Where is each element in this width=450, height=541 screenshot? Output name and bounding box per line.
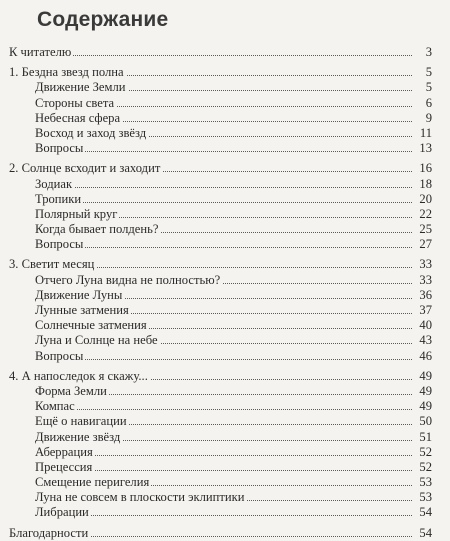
toc-entry-label: Тропики <box>35 191 82 206</box>
toc-section-entry <box>0 177 450 192</box>
toc-page-number: 6 <box>412 96 432 111</box>
toc-page-number: 3 <box>412 45 432 60</box>
dot-leader <box>35 187 412 188</box>
dot-leader <box>35 247 412 248</box>
dot-leader <box>35 359 412 360</box>
toc-section-entry <box>0 273 450 288</box>
toc-section-entry <box>0 288 450 303</box>
toc-section-entry <box>0 430 450 445</box>
toc-page-number: 13 <box>412 141 432 156</box>
toc-entry-label: Луна не совсем в плоскости эклиптики <box>35 490 245 505</box>
toc-entry-label: Вопросы <box>35 141 84 156</box>
toc-section-entry <box>0 141 450 156</box>
toc-page-number: 18 <box>412 177 432 192</box>
toc-entry-label: Стороны света <box>35 95 115 110</box>
toc-chapter-entry <box>0 45 450 60</box>
toc-entry-label: Солнечные затмения <box>35 318 147 333</box>
toc-entry-label: Небесная сфера <box>35 110 121 125</box>
toc-section-entry <box>0 192 450 207</box>
toc-entry-label: Благодарности <box>9 525 89 540</box>
toc-section-entry <box>0 399 450 414</box>
toc-page-number: 52 <box>412 460 432 475</box>
toc-section-entry <box>0 96 450 111</box>
toc-entry-label: Восход и заход звёзд <box>35 125 147 140</box>
toc-entry-label: Движение Земли <box>35 80 126 95</box>
toc-chapter-entry <box>0 65 450 80</box>
toc-page-number: 22 <box>412 207 432 222</box>
toc-entry-label: Полярный круг <box>35 206 118 221</box>
toc-section-entry <box>0 349 450 364</box>
toc-entry-label: Лунные затмения <box>35 303 129 317</box>
toc-page-number: 51 <box>412 430 432 445</box>
toc-page-number: 50 <box>412 414 432 429</box>
toc-page-number: 9 <box>412 111 432 126</box>
toc-section-entry <box>0 414 450 429</box>
toc-page-number: 54 <box>412 505 432 520</box>
dot-leader <box>35 151 412 152</box>
toc-section-entry <box>0 333 450 348</box>
toc-section-entry <box>0 490 450 505</box>
toc-entry-label: Смещение перигелия <box>35 475 150 490</box>
toc-section-entry <box>0 111 450 126</box>
dot-leader <box>35 202 412 203</box>
toc-page-number: 40 <box>412 318 432 333</box>
toc-entry-label: Аберрация <box>35 444 93 459</box>
toc-section-entry <box>0 303 450 318</box>
toc-entry-label: Луна и Солнце на небе <box>35 333 158 348</box>
toc-page-number: 5 <box>412 80 432 95</box>
table-of-contents <box>0 45 450 541</box>
toc-page-number: 16 <box>412 161 432 176</box>
toc-page-number: 54 <box>412 526 432 541</box>
toc-section-entry <box>0 475 450 490</box>
toc-page-number: 53 <box>412 490 432 505</box>
toc-section-entry <box>0 126 450 141</box>
toc-section-entry <box>0 318 450 333</box>
toc-entry-label: Отчего Луна видна не полностью? <box>35 272 221 287</box>
toc-section-entry <box>0 505 450 520</box>
toc-page-number: 37 <box>412 303 432 318</box>
toc-page-number: 49 <box>412 399 432 414</box>
toc-chapter-entry <box>0 257 450 272</box>
toc-section-entry <box>0 207 450 222</box>
toc-entry-label: Когда бывает полдень? <box>35 222 159 237</box>
toc-page-number: 49 <box>412 369 432 384</box>
toc-page-number: 33 <box>412 257 432 272</box>
toc-entry-label: Ещё о навигации <box>35 414 127 429</box>
dot-leader <box>35 409 412 410</box>
toc-section-entry <box>0 384 450 399</box>
toc-entry-label: Движение звёзд <box>35 429 121 444</box>
toc-page-number: 53 <box>412 475 432 490</box>
toc-entry-label: Компас <box>35 399 75 414</box>
toc-page-number: 5 <box>412 65 432 80</box>
toc-page-number: 11 <box>412 126 432 141</box>
toc-section-entry <box>0 445 450 460</box>
toc-chapter-entry <box>0 161 450 176</box>
toc-chapter-entry <box>0 369 450 384</box>
toc-entry-label: 3. Светит месяц <box>9 257 95 272</box>
toc-entry-label: Зодиак <box>35 176 73 191</box>
toc-page-number: 20 <box>412 192 432 207</box>
toc-section-entry <box>0 237 450 252</box>
toc-page-number: 49 <box>412 384 432 399</box>
toc-entry-label: Вопросы <box>35 348 84 363</box>
toc-page-number: 27 <box>412 237 432 252</box>
toc-section-entry <box>0 460 450 475</box>
toc-section-entry <box>0 80 450 95</box>
toc-entry-label: Форма Земли <box>35 383 107 398</box>
toc-entry-label: 4. А напоследок я скажу... <box>9 368 148 383</box>
toc-section-entry <box>0 222 450 237</box>
toc-entry-label: К читателю <box>9 45 72 59</box>
toc-page-number: 25 <box>412 222 432 237</box>
toc-entry-label: Вопросы <box>35 237 84 252</box>
toc-entry-label: 1. Бездна звезд полна <box>9 65 124 80</box>
toc-page-number: 36 <box>412 288 432 303</box>
toc-entry-label: Прецессия <box>35 459 93 474</box>
page-title: Содержание <box>37 8 169 31</box>
toc-page-number: 52 <box>412 445 432 460</box>
toc-chapter-entry <box>0 526 450 541</box>
dot-leader <box>35 515 412 516</box>
toc-page-number: 43 <box>412 333 432 348</box>
toc-entry-label: 2. Солнце всходит и заходит <box>9 161 161 176</box>
toc-entry-label: Движение Луны <box>35 287 123 302</box>
toc-page-number: 46 <box>412 349 432 364</box>
toc-entry-label: Либрации <box>35 505 89 520</box>
toc-page-number: 33 <box>412 273 432 288</box>
